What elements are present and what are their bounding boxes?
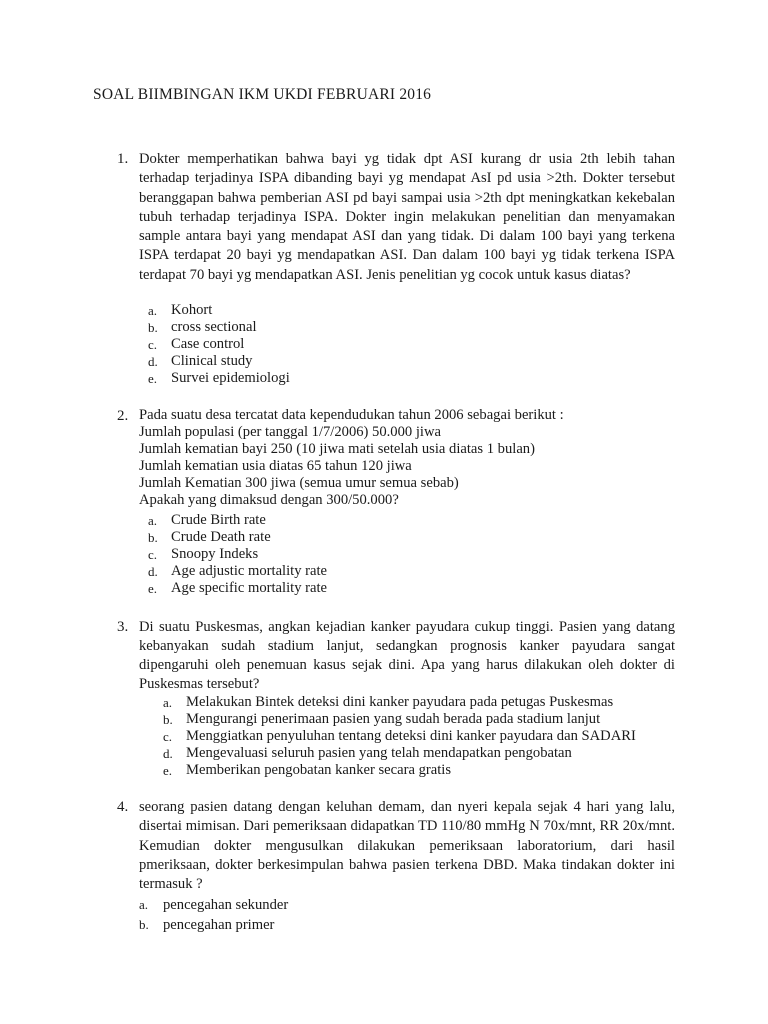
option-text: Case control [171,336,245,352]
option-letter: b. [163,712,173,727]
option-text: Crude Death rate [171,529,271,545]
question-line: Jumlah kematian bayi 250 (10 jiwa mati setelah usia diatas 1 bulan) [139,440,535,457]
option-text: Kohort [171,302,213,318]
option-letter: c. [148,547,158,562]
option-letter: b. [148,320,158,335]
question-line: Jumlah populasi (per tanggal 1/7/2006) 50.000 jiwa [139,423,441,440]
question-text: Dokter memperhatikan bahwa bayi yg tidak dpt ASI kurang dr usia 2th lebih tahan terhadap terjadinya ISPA dibanding bayi yg mendapat AsI pd usia >2th. Dokter tersebut beranggapan bahwa pemberian ASI pd bayi sampai usia >2th dpt meningkatkan kekebalan tubuh terhadap terjadinya ISPA. Dokter ingin melakukan penelitian dan menyamakan sample antara bayi yang mendapat ASI dan yang tidak. Di dalam 100 bayi yang terkena ISPA terdapat 20 bayi yg mendapatkan ASI. Dan dalam 100 bayi yg tidak terkena ISPA terdapat 70 bayi yg mendapatkan ASI. Jenis penelitian yg cocok untuk kasus diatas? [139,151,675,283]
option-text: Mengurangi penerimaan pasien yang sudah berada pada stadium lanjut [186,711,601,727]
option-text: pencegahan sekunder [163,897,289,913]
option-text: Age specific mortality rate [171,580,328,596]
question-number: 4. [117,799,129,815]
option-text: Mengevaluasi seluruh pasien yang telah mendapatkan pengobatan [186,745,572,761]
option-letter: b. [148,530,158,545]
option-text: Survei epidemiologi [171,370,290,386]
option-text: Crude Birth rate [171,512,266,528]
option-letter: a. [139,897,149,912]
page-title: SOAL BIIMBINGAN IKM UKDI FEBRUARI 2016 [93,86,432,103]
option-letter: a. [148,513,158,528]
option-text: Menggiatkan penyuluhan tentang deteksi dini kanker payudara dan SADARI [186,728,636,744]
question-line: Jumlah kematian usia diatas 65 tahun 120 jiwa [139,457,412,474]
option-text: cross sectional [171,319,257,335]
question-text: Di suatu Puskesmas, angkan kejadian kanker payudara cukup tinggi. Pasien yang datang kebanyakan sudah stadium lanjut, sedangkan prognosis kanker payudara sangat dipengaruhi oleh penemuan kasus sejak dini. Apa yang harus dilakukan oleh dokter di Puskesmas tersebut? [139,619,675,692]
question-line: Apakah yang dimaksud dengan 300/50.000? [139,491,399,508]
option-letter: d. [163,746,173,761]
question-text: seorang pasien datang dengan keluhan demam, dan nyeri kepala sejak 4 hari yang lalu, disertai mimisan. Dari pemeriksaan didapatkan TD 110/80 mmHg N 70x/mnt, RR 20x/mnt. Kemudian dokter mengusulkan dilakukan pemeriksaan laboratorium, dari hasil pmeriksaan, dokter berkesimpulan bahwa pasien terkena DBD. Maka tindakan dokter ini termasuk ? [139,799,675,893]
question-number: 2. [117,408,129,424]
option-letter: e. [163,763,173,778]
question-number: 3. [117,619,129,635]
option-text: pencegahan primer [163,917,275,933]
option-text: Melakukan Bintek deteksi dini kanker payudara pada petugas Puskesmas [186,694,614,710]
option-text: Memberikan pengobatan kanker secara gratis [186,762,452,778]
option-letter: a. [163,695,173,710]
question-text [139,407,675,508]
option-letter: b. [139,917,149,932]
option-letter: d. [148,564,158,579]
option-text: Age adjustic mortality rate [171,563,328,579]
question-line: Pada suatu desa tercatat data kependudukan tahun 2006 sebagai berikut : [139,407,564,423]
option-text: Clinical study [171,353,253,369]
question-line: Jumlah Kematian 300 jiwa (semua umur semua sebab) [139,474,459,491]
option-letter: c. [148,337,158,352]
option-letter: d. [148,354,158,369]
option-letter: a. [148,303,158,318]
option-letter: e. [148,371,158,386]
option-letter: e. [148,581,158,596]
question-number: 1. [117,151,129,167]
option-letter: c. [163,729,173,744]
option-text: Snoopy Indeks [171,546,259,562]
